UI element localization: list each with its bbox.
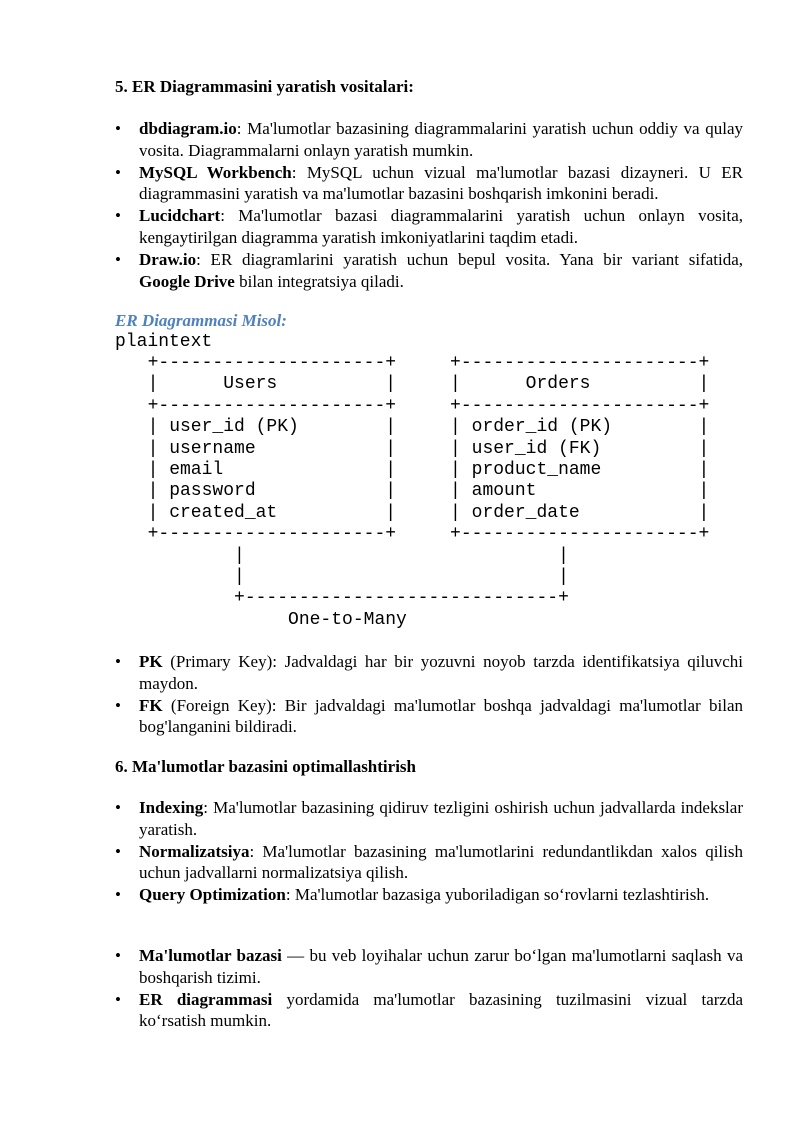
list-item [115,695,743,739]
tool-name: Lucidchart [139,206,221,226]
item-description: : Ma'lumotlar bazasiga yuboriladigan so‘rovlarni tezlashtirish. [285,885,710,905]
item-name: Indexing [139,798,204,817]
tool-name: Google Drive [139,271,235,291]
item-name: Ma'lumotlar bazasi [139,946,282,965]
item-description: : Ma'lumotlar bazasining qidiruv tezligini oshirish uchun jadvallarda indekslar yaratish. [139,798,743,839]
tool-description: : Ma'lumotlar bazasining diagrammalarini yaratish uchun oddiy va qulay vosita. Diagrammalarni onlayn yaratish mumkin. [139,119,743,160]
list-item [115,841,743,885]
key-name: PK [139,652,163,671]
summary-list [115,945,743,1032]
diagram-line: | username | | user_id (FK) | [126,438,710,459]
item-name: ER diagrammasi [139,989,273,1009]
diagram-line: | | [126,545,569,566]
er-diagram-ascii [126,353,709,631]
optimization-list [115,797,743,906]
list-item [115,989,743,1033]
tool-name: Draw.io [139,249,197,269]
keys-list [115,651,743,738]
list-item [115,118,743,162]
diagram-line: | | [126,567,569,588]
key-name: FK [139,695,163,715]
diagram-line: One-to-Many [126,609,407,630]
tool-description: : ER diagramlarini yaratish uchun bepul vosita. Yana bir variant sifatida, [196,249,743,269]
section-6-heading: 6. Ma'lumotlar bazasini optimallashtirish [115,757,416,776]
section-5-heading: 5. ER Diagrammasini yaratish vositalari: [115,77,414,96]
tools-list [115,118,743,292]
item-description: — bu veb loyihalar uchun zarur bo‘lgan ma'lumotlarni saqlash va boshqarish tizimi. [139,946,743,987]
er-example-heading: ER Diagrammasi Misol: [115,311,287,330]
code-language-label: plaintext [115,332,213,352]
list-item [115,797,743,841]
item-name: Normalizatsiya [139,841,250,861]
tool-description: bilan integratsiya qiladi. [234,271,404,291]
diagram-line: +---------------------+ +----------------------+ [126,353,710,373]
diagram-line: | Users | | Orders | [126,374,710,395]
diagram-line: +---------------------+ +----------------------+ [126,524,710,545]
list-item [115,162,743,206]
diagram-line: | email | | product_name | [126,460,710,481]
diagram-line: +-----------------------------+ [126,588,569,609]
list-item [115,205,743,249]
diagram-line: +---------------------+ +----------------------+ [126,395,710,416]
item-description: : Ma'lumotlar bazasining ma'lumotlarini redundantlikdan xalos qilish uchun jadvallarni normalizatsiya qilish. [139,841,743,883]
list-item [115,945,743,989]
key-description: (Primary Key): Jadvaldagi har bir yozuvni noyob tarzda identifikatsiya qiluvchi maydon. [139,652,743,693]
tool-name: MySQL Workbench [139,162,292,182]
key-description: (Foreign Key): Bir jadvaldagi ma'lumotlar boshqa jadvaldagi ma'lumotlar bilan bog'langanini bildiradi. [139,695,743,737]
list-item [115,651,743,695]
item-name: Query Optimization [139,885,286,905]
diagram-line: | password | | amount | [126,481,710,502]
item-description: yordamida ma'lumotlar bazasining tuzilmasini vizual tarzda ko‘rsatish mumkin. [139,989,744,1031]
diagram-line: | user_id (PK) | | order_id (PK) | [126,417,710,438]
list-item [115,249,743,293]
list-item [115,884,743,906]
tool-description: : MySQL uchun vizual ma'lumotlar bazasi dizayneri. U ER diagrammasini yaratish va ma'lumotlar bazasini boshqarish imkonini beradi. [139,162,743,204]
diagram-line: | created_at | | order_date | [126,502,710,523]
tool-description: : Ma'lumotlar bazasi diagrammalarini yaratish uchun onlayn vosita, kengaytirilgan diagramma yaratish imkoniyatlarini taqdim etadi. [139,206,743,247]
tool-name: dbdiagram.io [139,119,237,138]
